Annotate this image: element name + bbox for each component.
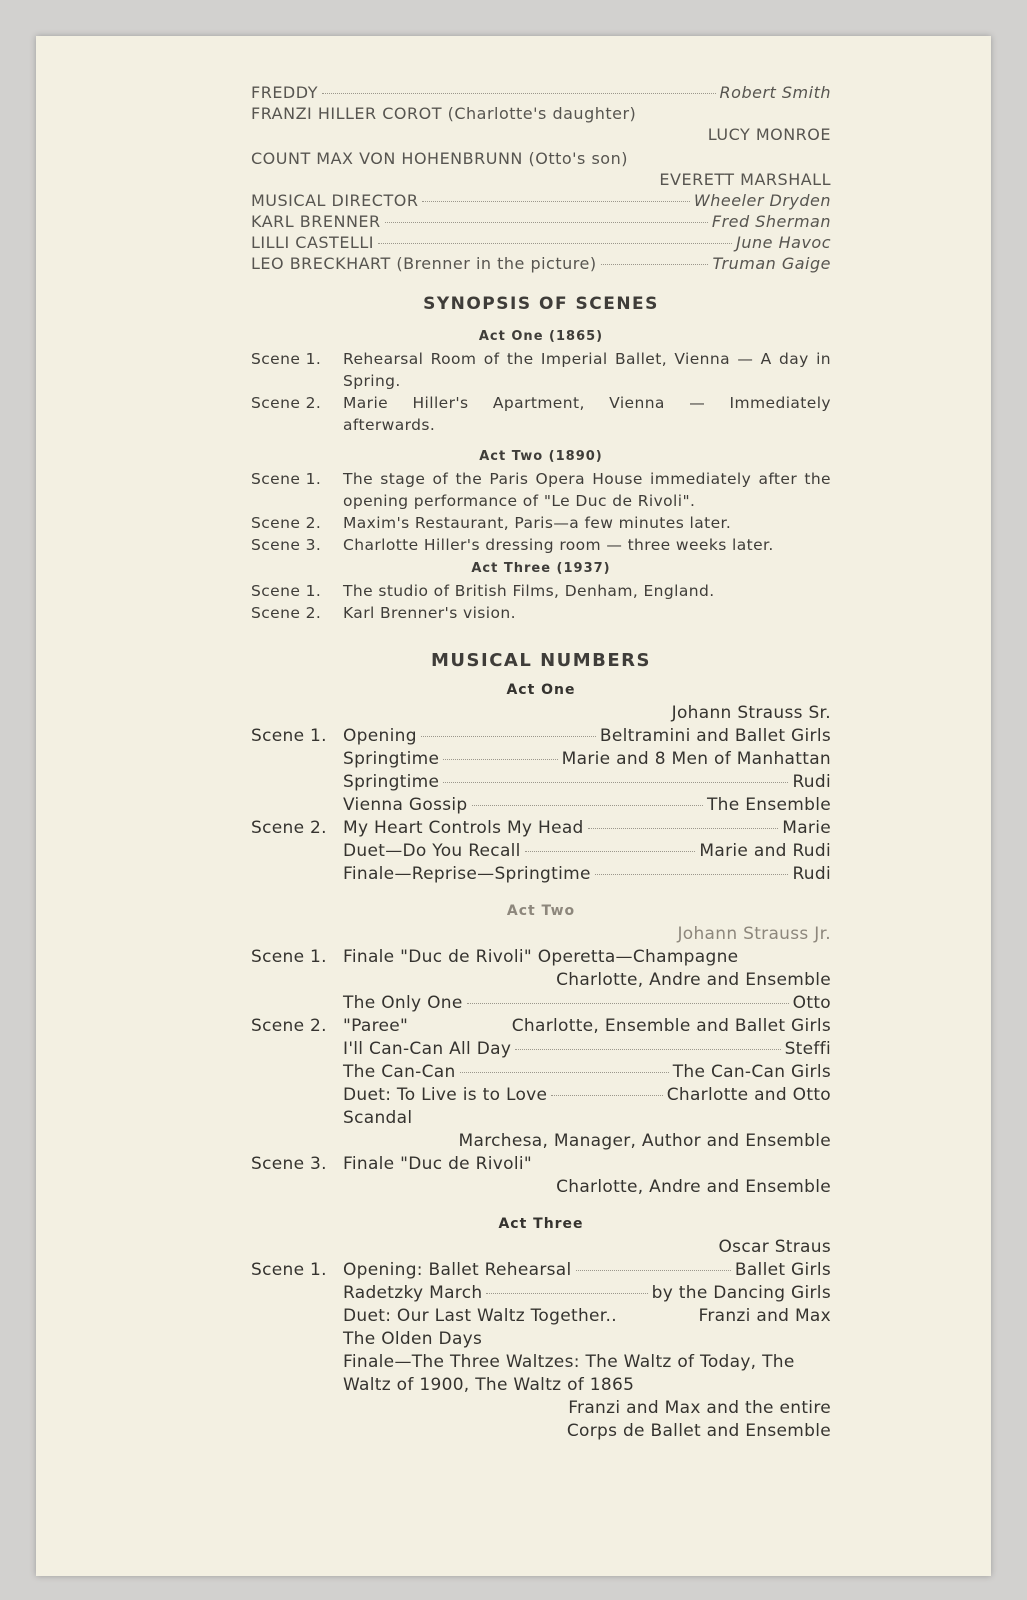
number-row xyxy=(343,1038,831,1061)
scene-row xyxy=(251,512,831,534)
program-page xyxy=(36,36,991,1576)
scene-row xyxy=(251,580,831,602)
composer: Johann Strauss Jr. xyxy=(677,924,831,944)
number-title: Finale—Reprise—Springtime xyxy=(343,864,591,884)
cast-role: KARL BRENNER xyxy=(251,212,381,231)
leader-dots xyxy=(421,736,596,737)
leader-dots xyxy=(322,93,716,94)
leader-dots xyxy=(576,1270,731,1271)
synopsis-title: SYNOPSIS OF SCENES xyxy=(423,294,659,314)
scene-block xyxy=(251,1015,831,1153)
scene-label: Scene 1. xyxy=(251,582,322,600)
leader-dots xyxy=(443,759,557,760)
composer: Oscar Straus xyxy=(718,1237,831,1257)
cast-row xyxy=(251,148,831,169)
number-performer: Charlotte and Otto xyxy=(666,1085,831,1105)
cast-actor: Truman Gaige xyxy=(712,254,831,273)
number-performer: by the Dancing Girls xyxy=(651,1283,831,1303)
cast-actor: EVERETT MARSHALL xyxy=(659,170,831,189)
scene-label: Scene 2. xyxy=(251,514,322,532)
number-row xyxy=(343,863,831,886)
cast-role: MUSICAL DIRECTOR xyxy=(251,191,419,210)
number-title: Finale "Duc de Rivoli" xyxy=(343,1154,532,1174)
number-performer: Marchesa, Manager, Author and Ensemble xyxy=(458,1131,831,1151)
scene-label: Scene 2. xyxy=(251,604,322,622)
scene-row xyxy=(251,468,831,512)
scene-block xyxy=(251,946,831,1015)
number-row xyxy=(343,1084,831,1107)
number-title: Opening xyxy=(343,726,417,746)
scene-description: Maxim's Restaurant, Paris—a few minutes later. xyxy=(343,514,732,532)
leader-dots xyxy=(378,243,732,244)
scene-block xyxy=(251,725,831,817)
number-performer: The Ensemble xyxy=(707,795,831,815)
number-title: I'll Can-Can All Day xyxy=(343,1039,512,1059)
cast-actor: Robert Smith xyxy=(719,83,831,102)
scene-block xyxy=(251,1259,831,1443)
leader-dots xyxy=(551,1095,662,1096)
act-heading: Act Two xyxy=(506,903,576,919)
scene-row xyxy=(251,348,831,392)
cast-row xyxy=(251,103,831,124)
number-title: Opening: Ballet Rehearsal xyxy=(343,1260,572,1280)
scene-label: Scene 1. xyxy=(251,947,327,967)
number-title: My Heart Controls My Head xyxy=(343,818,584,838)
cast-row xyxy=(251,82,831,103)
scene-label: Scene 2. xyxy=(251,394,322,412)
cast-role: LEO BRECKHART (Brenner in the picture) xyxy=(251,254,597,273)
leader-dots xyxy=(588,828,779,829)
scene-row xyxy=(251,392,831,436)
leader-dots xyxy=(460,1072,669,1073)
number-performer: Otto xyxy=(792,993,831,1013)
number-row xyxy=(343,817,831,840)
leader-dots xyxy=(486,1293,647,1294)
cast-role: FRANZI HILLER COROT (Charlotte's daughter) xyxy=(251,104,637,123)
number-title: Duet: To Live is to Love xyxy=(343,1085,548,1105)
number-row xyxy=(343,840,831,863)
number-performer: Corps de Ballet and Ensemble xyxy=(566,1421,831,1441)
number-title: Springtime xyxy=(343,772,440,792)
cast-role: LILLI CASTELLI xyxy=(251,233,374,252)
scene-label: Scene 1. xyxy=(251,726,327,746)
leader-dots xyxy=(525,851,696,852)
musical-numbers xyxy=(251,679,831,1443)
musical-numbers-title: MUSICAL NUMBERS xyxy=(431,650,651,671)
scene-description: The studio of British Films, Denham, England. xyxy=(343,582,715,600)
scene-block xyxy=(251,1153,831,1199)
number-performer: Rudi xyxy=(792,772,831,792)
scene-label: Scene 2. xyxy=(251,1016,327,1036)
leader-dots xyxy=(385,222,708,223)
number-title: Duet: Our Last Waltz Together.. xyxy=(343,1306,617,1326)
leader-dots xyxy=(472,805,703,806)
scene-label: Scene 1. xyxy=(251,1260,327,1280)
scene-description: Karl Brenner's vision. xyxy=(343,604,516,622)
leader-dots xyxy=(515,1049,780,1050)
number-row xyxy=(343,992,831,1015)
number-title: "Paree" xyxy=(343,1016,409,1036)
number-row xyxy=(343,1061,831,1084)
number-title: Vienna Gossip xyxy=(343,795,468,815)
act-heading: Act One xyxy=(506,682,576,698)
number-title: Scandal xyxy=(343,1108,413,1128)
number-title: The Olden Days xyxy=(343,1329,483,1349)
scene-row xyxy=(251,534,831,556)
scene-description: Rehearsal Room of the Imperial Ballet, Vienna — A day in Spring. xyxy=(343,350,831,390)
cast-row xyxy=(251,232,831,253)
number-title: The Can-Can xyxy=(343,1062,456,1082)
number-row xyxy=(343,748,831,771)
number-performer: Marie xyxy=(782,818,831,838)
number-performer: Charlotte, Andre and Ensemble xyxy=(556,970,831,990)
number-performer: Ballet Girls xyxy=(734,1260,831,1280)
scene-block xyxy=(251,817,831,886)
scene-label: Scene 3. xyxy=(251,1154,327,1174)
leader-dots xyxy=(601,264,709,265)
number-row xyxy=(343,1153,831,1176)
cast-row xyxy=(251,190,831,211)
number-performer: Beltramini and Ballet Girls xyxy=(599,726,831,746)
cast-role: FREDDY xyxy=(251,83,318,102)
number-performer: Marie and Rudi xyxy=(699,841,831,861)
number-row xyxy=(343,1305,831,1328)
synopsis xyxy=(251,326,831,624)
scene-label: Scene 1. xyxy=(251,470,322,488)
leader-dots xyxy=(467,1003,789,1004)
number-row xyxy=(343,1259,831,1282)
cast-actor: Wheeler Dryden xyxy=(693,191,831,210)
leader-dots xyxy=(443,782,788,783)
number-title: Duet—Do You Recall xyxy=(343,841,521,861)
number-title: Finale "Duc de Rivoli" Operetta—Champagne xyxy=(343,947,739,967)
cast-row xyxy=(251,211,831,232)
scene-label: Scene 2. xyxy=(251,818,327,838)
scene-description: Marie Hiller's Apartment, Vienna — Immediately afterwards. xyxy=(343,394,831,434)
cast-row xyxy=(251,253,831,274)
scene-label: Scene 1. xyxy=(251,350,322,368)
leader-dots xyxy=(595,874,789,875)
scene-row xyxy=(251,602,831,624)
act-heading: Act Three (1937) xyxy=(471,561,611,576)
act-heading: Act Two (1890) xyxy=(479,449,603,464)
cast-role: COUNT MAX VON HOHENBRUNN (Otto's son) xyxy=(251,149,628,168)
leader-dots xyxy=(422,201,689,202)
number-row xyxy=(343,725,831,748)
number-performer: Charlotte, Ensemble and Ballet Girls xyxy=(511,1016,831,1036)
number-performer: Franzi and Max xyxy=(698,1306,831,1326)
number-performer: Franzi and Max and the entire xyxy=(568,1398,831,1418)
cast-actor: June Havoc xyxy=(736,233,831,252)
number-row xyxy=(343,946,831,969)
number-row xyxy=(343,1328,831,1351)
number-performer: Steffi xyxy=(784,1039,831,1059)
number-performer: Charlotte, Andre and Ensemble xyxy=(556,1177,831,1197)
cast-actor: LUCY MONROE xyxy=(707,125,831,144)
act-heading: Act One (1865) xyxy=(478,329,604,344)
number-row xyxy=(343,794,831,817)
number-title: The Only One xyxy=(343,993,463,1013)
act-heading: Act Three xyxy=(498,1216,584,1232)
number-title: Springtime xyxy=(343,749,440,769)
number-row xyxy=(343,771,831,794)
number-performer: Rudi xyxy=(792,864,831,884)
number-row xyxy=(343,1107,831,1130)
scene-description: Charlotte Hiller's dressing room — three weeks later. xyxy=(343,536,774,554)
scene-description: The stage of the Paris Opera House immediately after the opening performance of "Le Duc de Rivoli". xyxy=(343,470,831,510)
cast-list xyxy=(251,82,831,274)
number-row xyxy=(343,1282,831,1305)
scene-label: Scene 3. xyxy=(251,536,322,554)
cast-actor: Fred Sherman xyxy=(711,212,831,231)
program-content xyxy=(251,82,831,1443)
number-title: Radetzky March xyxy=(343,1283,483,1303)
number-row xyxy=(343,1015,831,1038)
number-performer: The Can-Can Girls xyxy=(672,1062,831,1082)
number-performer: Marie and 8 Men of Manhattan xyxy=(561,749,831,769)
number-title: Finale—The Three Waltzes: The Waltz of Today, The Waltz of 1900, The Waltz of 1865 xyxy=(343,1352,795,1395)
composer: Johann Strauss Sr. xyxy=(671,703,831,723)
